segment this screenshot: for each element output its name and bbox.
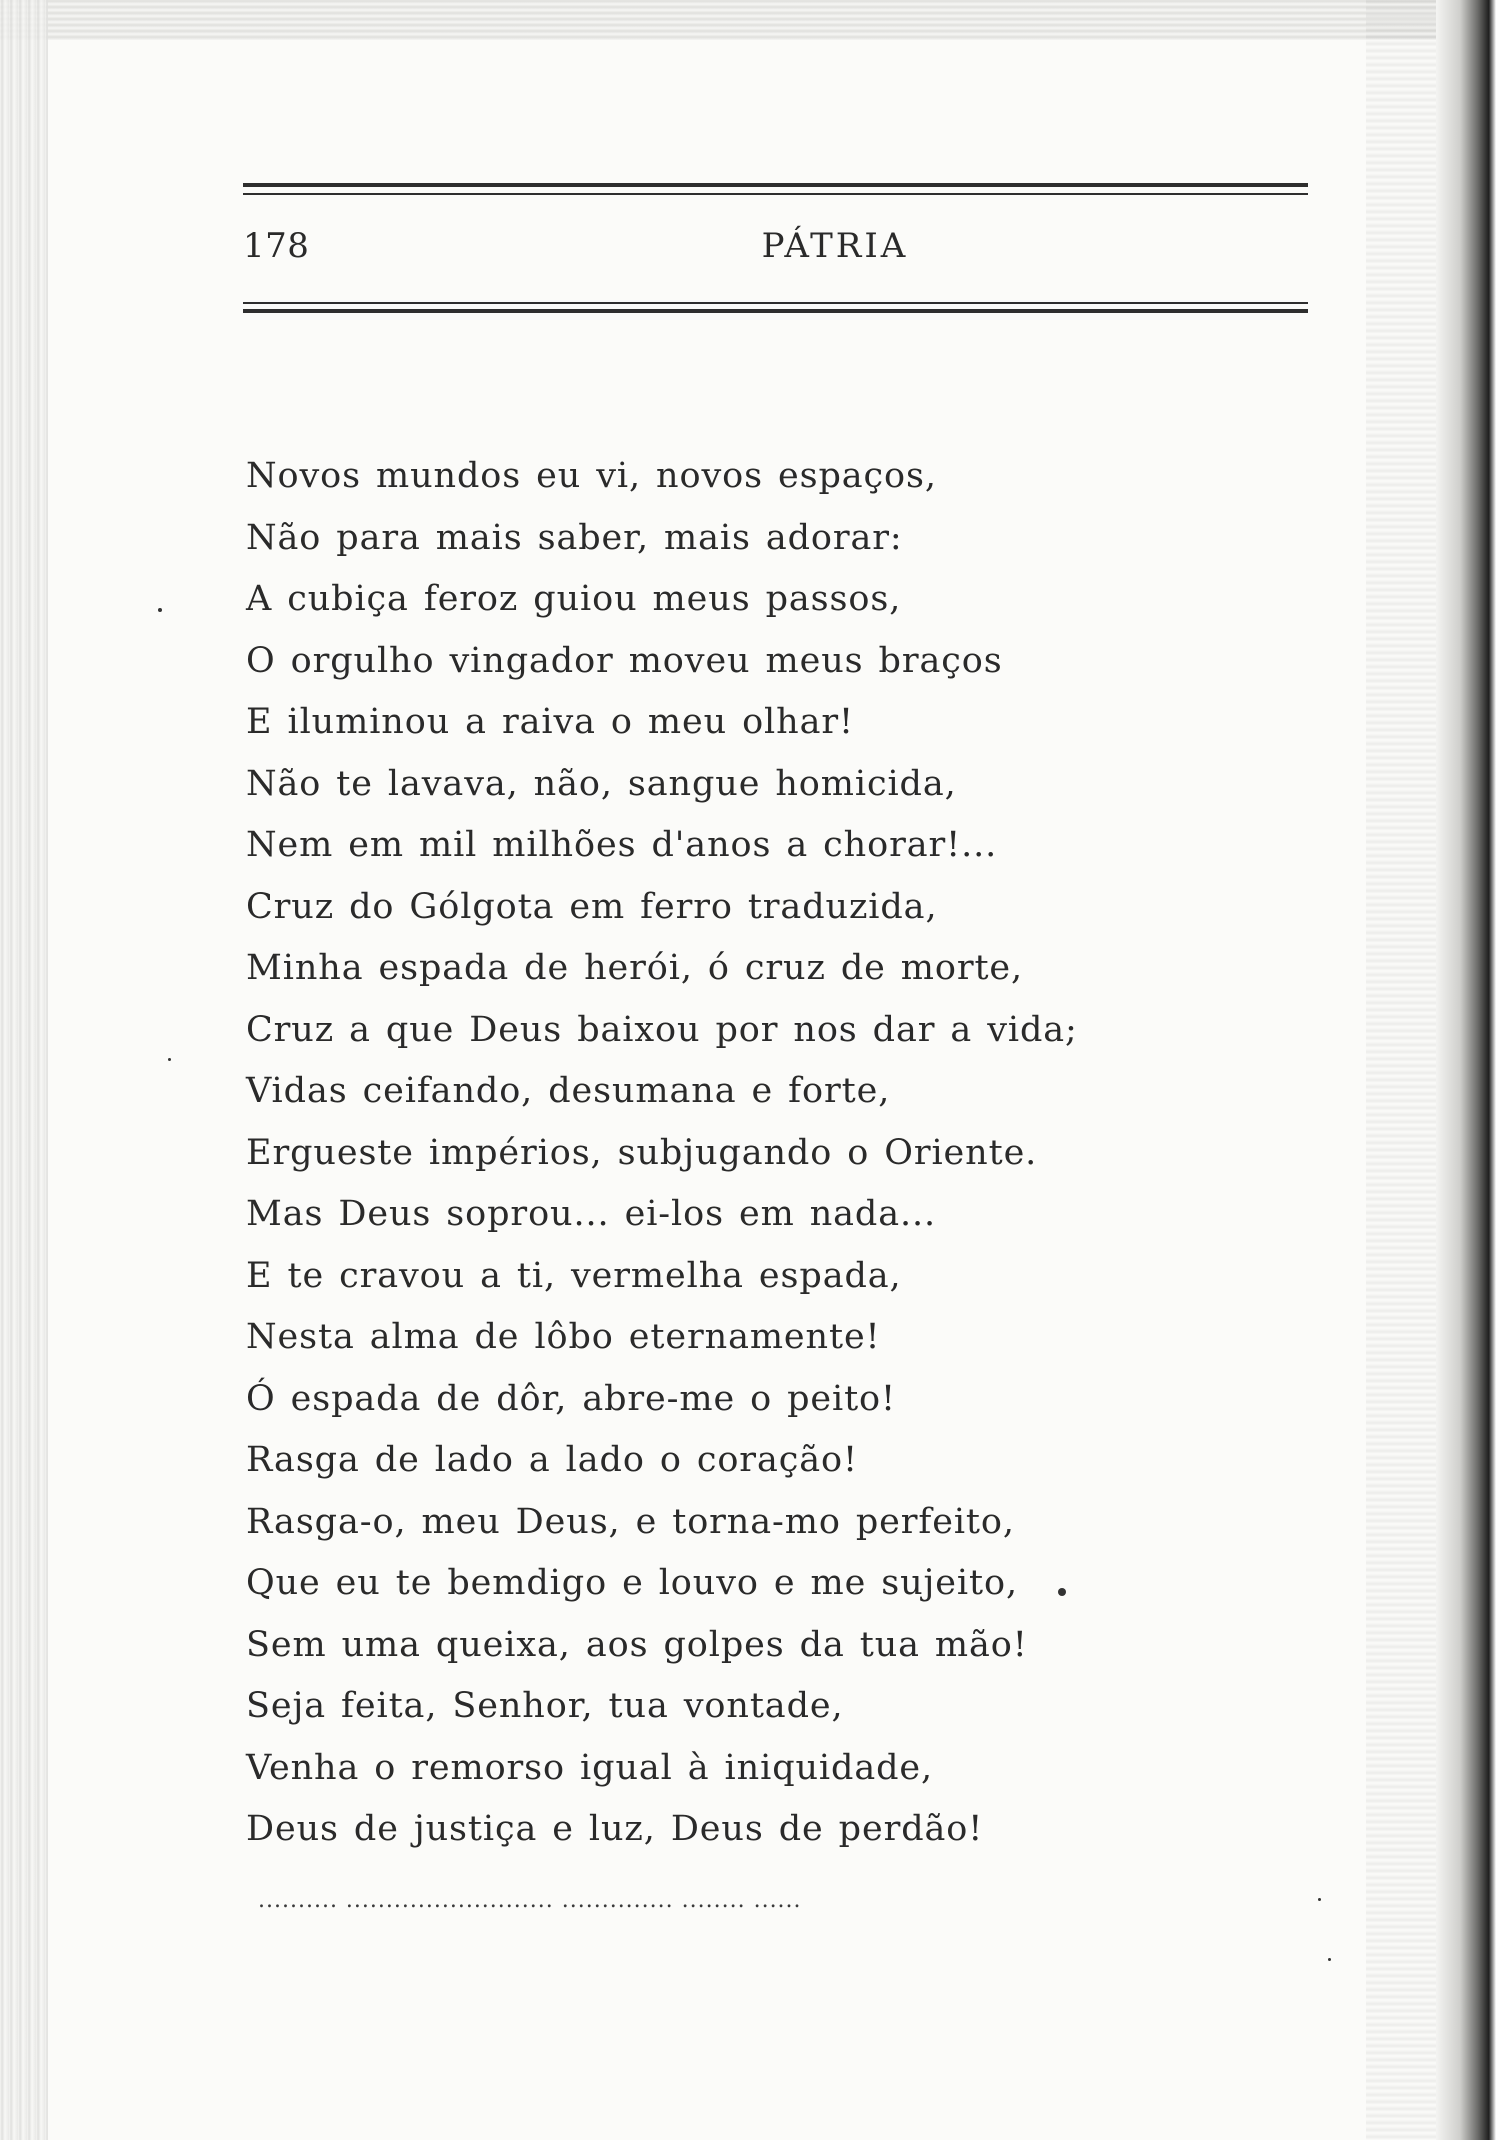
- header-rule-bottom-thick: [243, 309, 1308, 313]
- ink-speck: [1328, 1958, 1331, 1961]
- verse-line: Que eu te bemdigo e louvo e me sujeito,: [246, 1563, 1018, 1603]
- page-number: 178: [243, 226, 310, 266]
- verse-line: Não para mais saber, mais adorar:: [246, 517, 903, 558]
- verse-line: A cubiça feroz guiou meus passos,: [246, 579, 902, 619]
- verse-line: Minha espada de herói, ó cruz de morte,: [246, 948, 1024, 988]
- verse-line: Venha o remorso igual à iniquidade,: [246, 1747, 934, 1788]
- verse-line: Deus de justiça e luz, Deus de perdão!: [246, 1809, 984, 1849]
- verse-line: Rasga-o, meu Deus, e torna-mo perfeito,: [246, 1501, 1015, 1542]
- verse-line: Rasga de lado a lado o coração!: [246, 1440, 858, 1480]
- verse-line: Ergueste impérios, subjugando o Oriente.: [246, 1132, 1038, 1173]
- verse-line: Nem em mil milhões d'anos a chorar!...: [246, 825, 998, 865]
- header-rule-top-thin: [243, 193, 1308, 195]
- header-rule-top-thick: [243, 183, 1308, 187]
- verse-line: Mas Deus soprou... ei-los em nada...: [246, 1194, 937, 1234]
- verse-line: Vidas ceifando, desumana e forte,: [246, 1071, 891, 1111]
- verse-line: Novos mundos eu vi, novos espaços,: [246, 456, 937, 496]
- scan-right-edge-shadow: [1436, 0, 1496, 2140]
- verse-line: Ó espada de dôr, abre-me o peito!: [246, 1378, 896, 1419]
- scan-right-speckle: [1366, 0, 1436, 2140]
- verse-line: E iluminou a raiva o meu olhar!: [246, 702, 854, 742]
- omission-dotted-line: .......... .......................... .............. ........ ......: [258, 1888, 802, 1913]
- verse-line: Cruz a que Deus baixou por nos dar a vida;: [246, 1009, 1078, 1050]
- poem-text: [246, 446, 1246, 1861]
- ink-speck: [1058, 1588, 1066, 1596]
- ink-speck: [158, 608, 162, 612]
- header-rule-bottom-thin: [243, 302, 1308, 304]
- verse-line: E te cravou a ti, vermelha espada,: [246, 1255, 902, 1296]
- scan-top-edge: [0, 0, 1496, 40]
- verse-line: Sem uma queixa, aos golpes da tua mão!: [246, 1624, 1028, 1665]
- running-title: PÁTRIA: [761, 226, 909, 266]
- verse-line: Não te lavava, não, sangue homicida,: [246, 763, 957, 804]
- ink-speck: [168, 1058, 171, 1061]
- ink-speck: [1318, 1898, 1321, 1901]
- verse-line: Cruz do Gólgota em ferro traduzida,: [246, 886, 938, 927]
- scan-left-edge: [0, 0, 48, 2140]
- verse-line: O orgulho vingador moveu meus braços: [246, 640, 1003, 681]
- verse-line: Seja feita, Senhor, tua vontade,: [246, 1686, 844, 1726]
- verse-line: Nesta alma de lôbo eternamente!: [246, 1317, 881, 1357]
